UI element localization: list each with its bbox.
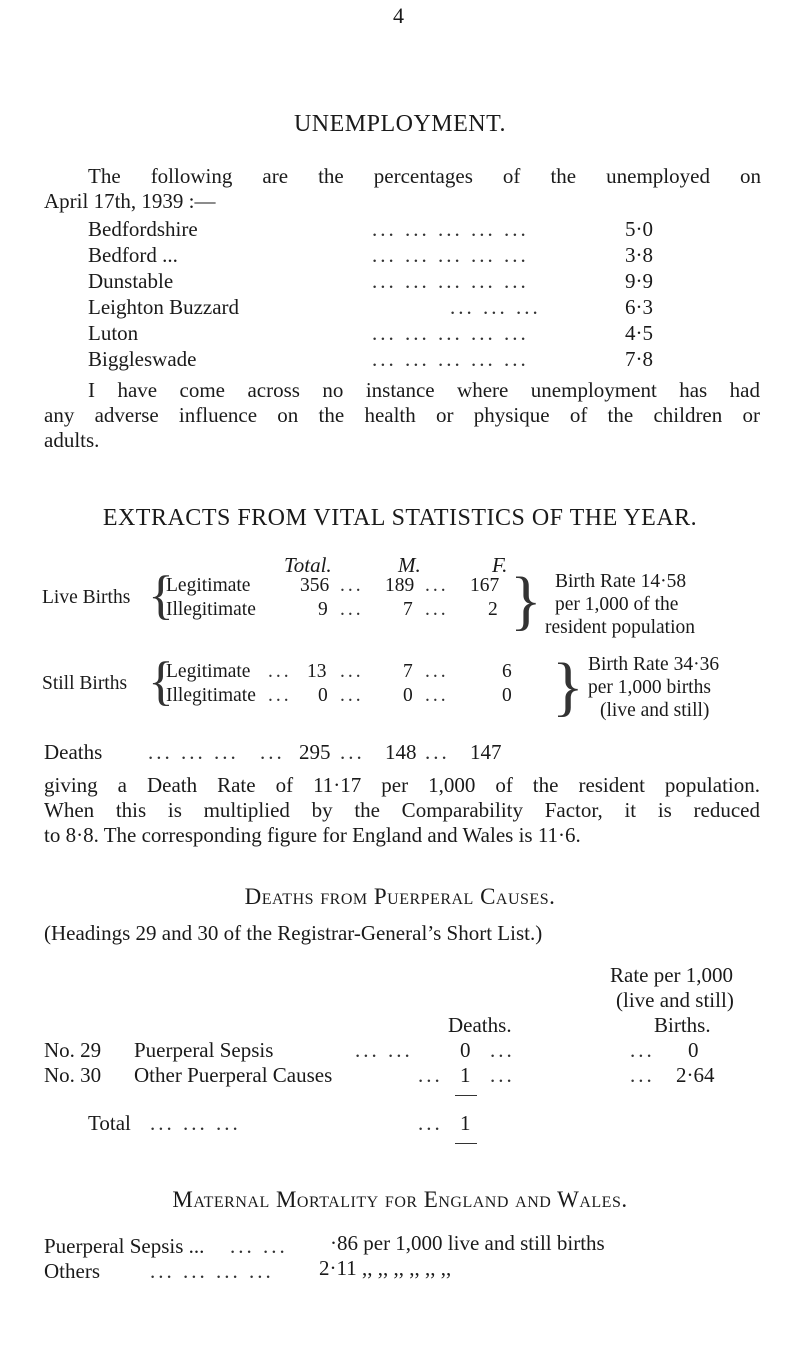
heading-number: No. 29: [44, 1038, 102, 1062]
rate-value: 2·64: [676, 1063, 715, 1087]
page-number: 4: [393, 3, 404, 28]
live-legit-f: 167: [470, 575, 500, 596]
unemployment-place: Luton: [88, 321, 139, 345]
still-birth-rate-note3: (live and still): [600, 700, 710, 721]
live-illegit-m: 7: [403, 599, 413, 620]
total-rule: [455, 1143, 477, 1144]
live-illegit-total: 9: [318, 599, 328, 620]
ellipsis: ...: [630, 1063, 655, 1087]
column-m-header: M.: [398, 553, 421, 577]
total-label: Total: [88, 1111, 131, 1135]
maternal-label: Puerperal Sepsis ...: [44, 1234, 205, 1258]
unemployment-dots: ... ... ... ... ...: [372, 217, 529, 241]
heading-number: No. 30: [44, 1063, 102, 1087]
deaths-m: 148: [385, 740, 417, 764]
unemployment-place: Bedford ...: [88, 243, 178, 267]
death-rate-line1: giving a Death Rate of 11·17 per 1,000 of the resident population.: [44, 773, 760, 797]
live-legitimate-label: Legitimate: [166, 575, 251, 596]
unemployment-place: Biggleswade: [88, 347, 197, 371]
maternal-label: Others: [44, 1259, 100, 1283]
unemployment-dots: ... ... ...: [450, 295, 541, 319]
live-births-label: Live Births: [42, 587, 131, 608]
ellipsis: ...: [425, 575, 449, 596]
unemployment-dots: ... ... ... ... ...: [372, 243, 529, 267]
still-legit-total: 13: [307, 661, 327, 682]
live-birth-rate-note2: per 1,000 of the: [555, 594, 679, 615]
live-birth-rate-note3: resident population: [545, 617, 696, 638]
unemployment-value: 5·0: [625, 217, 653, 241]
deaths-total: 295: [299, 740, 331, 764]
still-births-label: Still Births: [42, 673, 128, 694]
unemployment-dots: ... ... ... ... ...: [372, 269, 529, 293]
ellipsis: ...: [425, 661, 449, 682]
dots-leader: ... ...: [230, 1234, 288, 1258]
still-birth-rate-note1: Birth Rate 34·36: [588, 654, 720, 675]
still-illegit-f: 0: [502, 685, 512, 706]
live-legit-total: 356: [300, 575, 330, 596]
deaths-value: 0: [460, 1038, 471, 1062]
ellipsis: ...: [418, 1111, 443, 1135]
puerperal-heading: Deaths from Puerperal Causes.: [244, 884, 556, 909]
column-total-header: Total.: [284, 553, 332, 577]
death-rate-line3: to 8·8. The corresponding figure for England and Wales is 11·6.: [44, 823, 581, 847]
sum-rule: [455, 1095, 477, 1096]
dots-leader: ...: [418, 1063, 443, 1087]
ellipsis: ...: [260, 740, 285, 764]
maternal-mortality-heading: Maternal Mortality for England and Wales.: [172, 1187, 628, 1212]
maternal-value: ·86 per 1,000 live and still births: [330, 1231, 605, 1255]
right-brace: }: [510, 564, 542, 637]
unemployment-heading: UNEMPLOYMENT.: [293, 111, 507, 137]
unemployment-value: 7·8: [625, 347, 653, 371]
deaths-header: Deaths.: [448, 1013, 512, 1037]
unemployment-value: 3·8: [625, 243, 653, 267]
unemployment-value: 4·5: [625, 321, 653, 345]
vital-statistics-heading: EXTRACTS FROM VITAL STATISTICS OF THE YEAR.: [102, 505, 698, 531]
ellipsis: ...: [268, 685, 292, 706]
unemployment-note-line1: I have come across no instance where unemployment has had: [88, 378, 760, 402]
right-brace: }: [552, 650, 584, 723]
unemployment-value: 6·3: [625, 295, 653, 319]
left-brace: {: [148, 651, 174, 711]
unemployment-value: 9·9: [625, 269, 653, 293]
live-birth-rate-note1: Birth Rate 14·58: [555, 571, 687, 592]
ellipsis: ...: [425, 685, 449, 706]
still-birth-rate-note2: per 1,000 births: [588, 677, 711, 698]
ellipsis: ...: [490, 1063, 515, 1087]
ellipsis: ...: [340, 740, 365, 764]
still-legit-m: 7: [403, 661, 413, 682]
unemployment-note-line3: adults.: [44, 428, 100, 452]
puerperal-subheading: (Headings 29 and 30 of the Registrar-General’s Short List.): [44, 921, 543, 945]
maternal-value: 2·11 ,, ,, ,, ,, ,, ,,: [319, 1256, 452, 1280]
live-illegitimate-label: Illegitimate: [166, 599, 256, 620]
deaths-label: Deaths: [44, 740, 103, 764]
ellipsis: ...: [490, 1038, 515, 1062]
unemployment-place: Leighton Buzzard: [88, 295, 240, 319]
unemployment-dots: ... ... ... ... ...: [372, 347, 529, 371]
unemployment-intro-line1: The following are the percentages of the unemployed on: [88, 164, 761, 188]
left-brace: {: [148, 565, 174, 625]
column-f-header: F.: [492, 553, 508, 577]
dots-leader: ... ...: [355, 1038, 413, 1062]
unemployment-place: Dunstable: [88, 269, 174, 293]
ellipsis: ...: [630, 1038, 655, 1062]
ellipsis: ...: [340, 661, 364, 682]
ellipsis: ...: [340, 575, 364, 596]
deaths-f: 147: [470, 740, 502, 764]
ellipsis: ...: [425, 599, 449, 620]
births-header: Births.: [654, 1013, 711, 1037]
ellipsis: ...: [268, 661, 292, 682]
still-illegit-m: 0: [403, 685, 413, 706]
dots-leader: ... ... ... ...: [150, 1259, 274, 1283]
live-illegit-f: 2: [488, 599, 498, 620]
rate-value: 0: [688, 1038, 699, 1062]
cause-label: Other Puerperal Causes: [134, 1063, 333, 1087]
dots-leader: ... ... ...: [148, 740, 239, 764]
still-legit-f: 6: [502, 661, 512, 682]
still-legitimate-label: Legitimate: [166, 661, 251, 682]
unemployment-intro-line2: April 17th, 1939 :—: [44, 189, 216, 213]
unemployment-place: Bedfordshire: [88, 217, 198, 241]
rate-header-line1: Rate per 1,000: [610, 963, 734, 987]
unemployment-dots: ... ... ... ... ...: [372, 321, 529, 345]
still-illegitimate-label: Illegitimate: [166, 685, 256, 706]
dots-leader: ... ... ...: [150, 1111, 241, 1135]
ellipsis: ...: [340, 599, 364, 620]
death-rate-line2: When this is multiplied by the Comparability Factor, it is reduced: [44, 798, 760, 822]
total-value: 1: [460, 1111, 471, 1135]
deaths-value: 1: [460, 1063, 471, 1087]
ellipsis: ...: [425, 740, 450, 764]
live-legit-m: 189: [385, 575, 415, 596]
cause-label: Puerperal Sepsis: [134, 1038, 274, 1062]
still-illegit-total: 0: [318, 685, 328, 706]
unemployment-note-line2: any adverse influence on the health or physique of the children or: [44, 403, 760, 427]
rate-header-line2: (live and still): [616, 988, 734, 1012]
ellipsis: ...: [340, 685, 364, 706]
